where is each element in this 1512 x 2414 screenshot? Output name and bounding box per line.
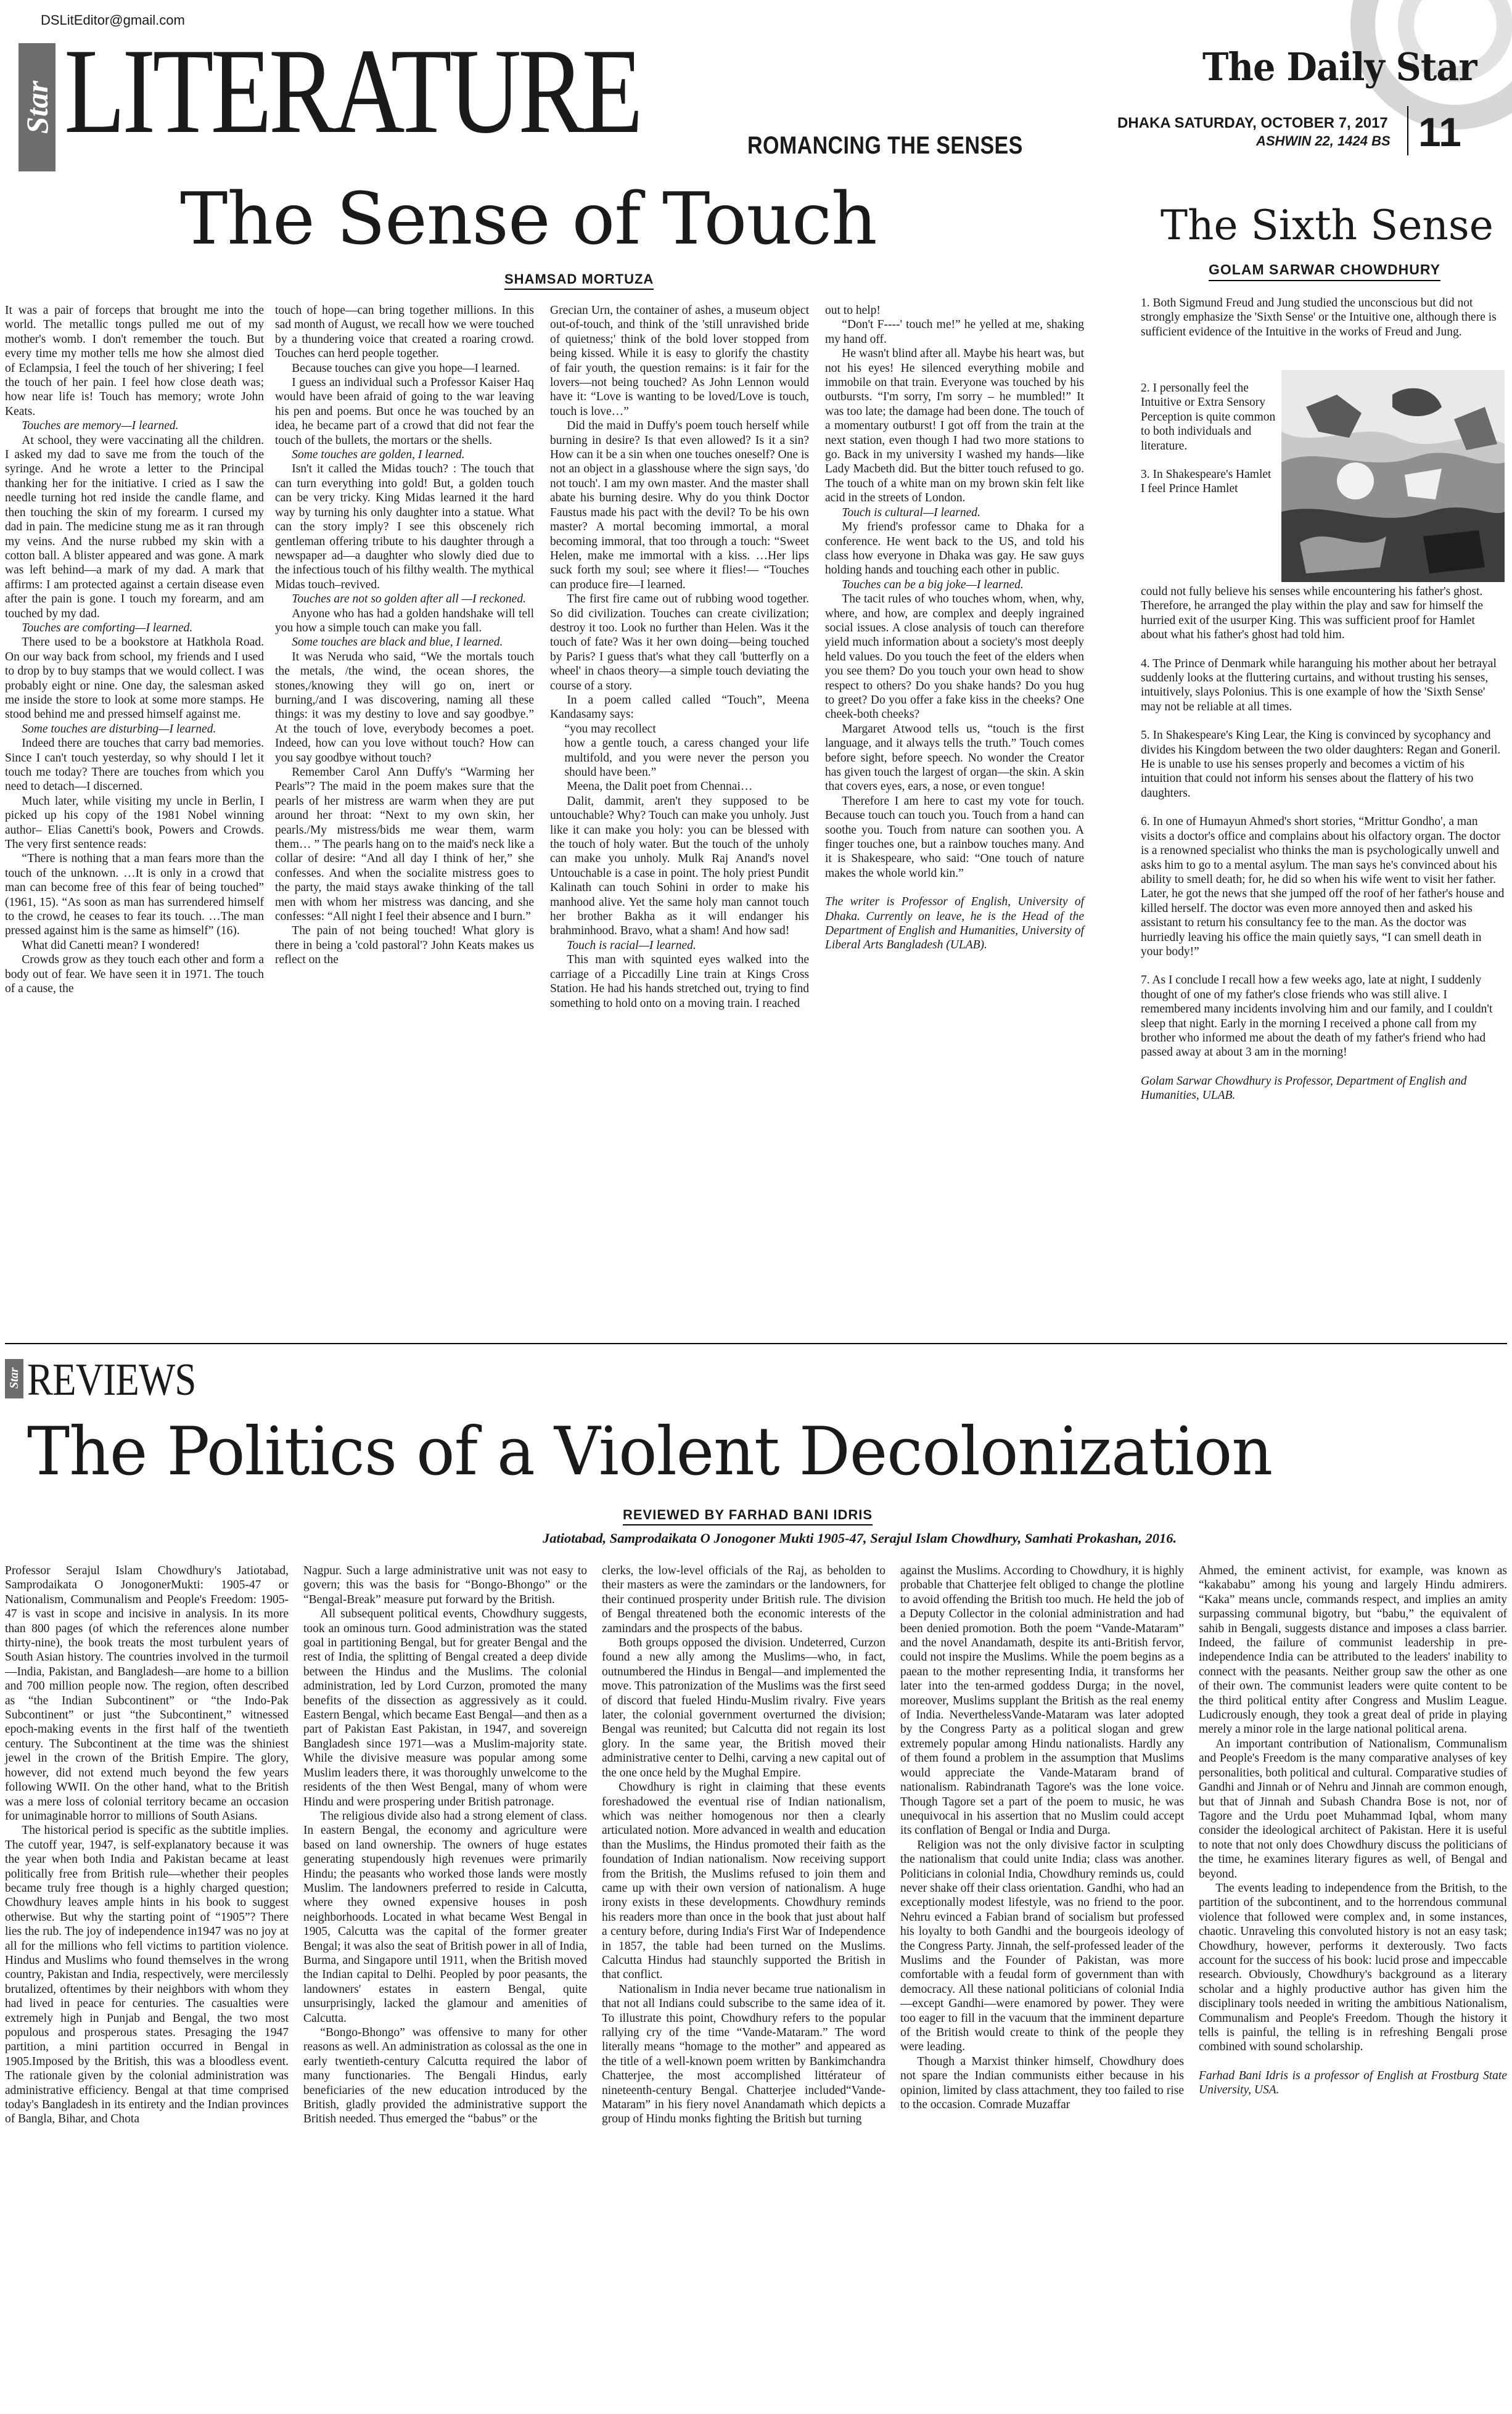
painting-image [1281, 370, 1505, 582]
paragraph: clerks, the low-level officials of the Raj, as beholden to their masters as were the zamindars or the landowners, for their continued prosperity under British rule. The division of Bengal threatened both the economic interests of the zamindars and the prospects of the babus. [602, 1564, 885, 1635]
paragraph: At school, they were vaccinating all the children. I asked my dad to save me from the touch of the syringe. And he wrote a letter to the Principal thanking her for the initiative. I cried as I saw the needle turning hot red inside the candle flame, and then touching the skin of my forearm. I cursed my dad in pain. The medicine stung me as it ran through my veins. And the nurse rubbed my skin with a cotton ball. A blister appeared and was gone. A mark was left behind—a mark of my dad. A mark that affirms: I am protected against a certain disease even after the pain is gone. I touch my forearm, and am touched by my dad. [5, 433, 264, 620]
paragraph: Because touches can give you hope—I learned. [292, 361, 520, 375]
paragraph: Grecian Urn, the container of ashes, a museum object out-of-touch, and think of the 'still unravished bride of quietness;' think of the bold lover stopped from being kissed. While it is easy to glorify the chastity of fair youth, the question remains: is it fair for the lovers—not being touched? As John Lennon would have it: “Love is wanting to be loved/Love is touch, touch is love…” [550, 304, 809, 418]
paragraph: Chowdhury is right in claiming that these events foreshadowed the eventual rise of Indian nationalism, which was neither homogenous nor then a clearly articulated notion. More advanced in wealth and education than the Muslims, the Hindus promoted their faith as the foundation of Indian nationalism. Now receiving support from the British, the Muslims refused to join them and came up with their own version of nationalism. A huge irony exists in these developments. Chowdhury reminds his readers more than once in the book that just about half a century before, during India's First War of Independence in 1857, the table had been turned on the Muslims. Calcutta Hindus had staunchly supported the British in that conflict. [602, 1781, 885, 1982]
touch-column-3 [550, 303, 809, 1011]
review-column-4 [900, 1564, 1184, 2112]
paragraph: Both groups opposed the division. Undeterred, Curzon found a new ally among the Muslims—who, in fact, outnumbered the Hindus in Bengal—and implemented the move. This patronization of the Muslims was the first seed of discord that fueled Hindu-Muslim rivalry. Five years later, the colonial government overturned the division; Bengal was reunited; but Calcutta did not regain its lost glory. In the same year, the British moved their administrative center to Delhi, carving a new capital out of the one once held by the Mughal Empire. [602, 1636, 885, 1780]
paragraph: The religious divide also had a strong element of class. In eastern Bengal, the economy and agriculture were based on land ownership. The owners of huge estates generating stupendously high revenues were primarily Hindu; the peasants who worked those lands were mostly Muslim. The landowners preferred to reside in Calcutta, where they owned expensive houses in posh neighborhoods. Located in what became West Bengal in 1905, Calcutta was the capital of the former greater Bengal; it was also the seat of British power in all of India, Burma, and Singapore until 1911, when the British moved the Indian capital to Delhi. Peopled by poor peasants, the landowners' estates in eastern Bengal, quite unsurprisingly, lacked the glamour and amenities of Calcutta. [303, 1809, 587, 2025]
reviews-book-info: Jatiotabad, Samprodaikata O Jonogoner Mukti 1905-47, Serajul Islam Chowdhury, Samhati Prokashan, 2016. [543, 1530, 1177, 1546]
paragraph: Though a Marxist thinker himself, Chowdhury does not spare the Indian communists either because in his opinion, limited by class attachment, they too failed to rise to the occasion. Comrade Muzaffar [900, 2055, 1184, 2112]
paragraph: Indeed there are touches that carry bad memories. Since I can't touch yesterday, so why should I let it touch me today? There are touches from which you need to detach—I discerned. [5, 737, 264, 794]
paragraph: Isn't it called the Midas touch? : The touch that can turn everything into gold! But, a golden touch can be very tricky. King Midas learned it the hard way by turning his only daughter into a statue. What can the story imply? I see this obscenely rich gentleman offering tribute to his daughter through a newspaper ad—a daughter who slowly died due to the infectious touch of his filthy wealth. The mythical Midas touch–revived. [275, 462, 534, 591]
dateline: DHAKA SATURDAY, OCTOBER 7, 2017 [1117, 115, 1388, 131]
paragraph: The events leading to independence from the British, to the partition of the subcontinent, and to the horrendous communal violence that followed were complex and, in some instances, chaotic. Unraveling this convoluted history is not an easy task; Chowdhury, however, performs it dexterously. Two facts account for the success of his book: lucid prose and impeccable research. Obviously, Chowdhury's background as a literary scholar and a highly productive author has given him the disciplinary tools needed in writing the ambitious Nationalism, Communalism and People's Freedom. Though the history it tells is painful, the telling is in refreshing Bengali prose combined with sound scholarship. [1199, 1881, 1507, 2054]
paragraph: The historical period is specific as the subtitle implies. The cutoff year, 1947, is self-explanatory because it was the year when both India and Pakistan became at least politically free from British rule—whether their peoples became truly free though is a highly charged question; Chowdhury leaves ample hints in his book to suggest otherwise. But why the starting point of “1905”? There lies the rub. The joy of independence in1947 was no joy at all for the millions who fell victims to partition violence. Hindus and Muslims who found themselves in the wrong country, Pakistan and India, respectively, were mercilessly brutalized, oftentimes by their neighbors with whom they had lived in peace for centuries. The casualties were extremely high in Punjab and Bengal, the two most populous and prosperous states. Presaging the 1947 partition, a mini partition occurred in Bengal in 1905.Imposed by the British, this was a bloodless event. The rationale given by the colonial administration was administrative efficiency. Bengal at that time comprised today's Bangladesh in its entirety and the Indian provinces of Bangla, Bihar, and Chota [5, 1824, 289, 2126]
paragraph: Did the maid in Duffy's poem touch herself while burning in desire? Is that even allowed? Is it a sin? How can it be a sin when one touches oneself? One is not an object in a glasshouse where the sign says, 'do not touch'. I am my own master. And the master shall abate his burning desire. Why do you think Doctor Faustus made his pact with the devil? To be his own master? A mortal becoming immortal, a moral becoming immoral, that too through a touch: “Sweet Helen, make me immortal with a kiss. …Her lips suck forth my soul; see where it flies!— “Touches can produce fire—I learned. [550, 419, 809, 591]
paragraph: Touches are memory—I learned. [22, 419, 179, 433]
paragraph: Some touches are golden, I learned. [292, 448, 465, 462]
paragraph: He wasn't blind after all. Maybe his heart was, but not his eyes! He silenced everything mobile and immobile on that train. Everyone was touched by his outbursts. “I'm sorry, I'm sorry – he mumbled!” It was too late; the damage had been done. The touch of a momentary outburst! I got off from the train at the next station, even though I had two more stations to go. Back in my university I washed my hands—like Lady Macbeth did. But the bitter touch refused to go. The touch of a white man on my brown skin felt like acid in the streets of London. [825, 347, 1084, 505]
paragraph: “There is nothing that a man fears more than the touch of the unknown. …It is only in a crowd that man can become free of this fear of being touched” (1961, 15). “As soon as man has surrendered himself to the crowd, he ceases to fear its touch. …The man pressed against him is the same as himself” (16). [5, 852, 264, 938]
reviews-byline: REVIEWED BY FARHAD BANI IDRIS [623, 1507, 873, 1525]
paragraph: Professor Serajul Islam Chowdhury's Jatiotabad, Samprodaikata O JonogonerMukti: 1905-47 or Nationalism, Communalism and People's Freedom: 1905-47 is vast in scope and incisive in analysis. In its more than 800 pages (of which the references alone number thirty-nine), the book treats the most turbulent years of South Asian history. The countries involved in the turmoil—India, Pakistan, and Bangladesh—are home to a billion and 700 million people now. The region, often described as “the Indian Subcontinent” or “the Indo-Pak Subcontinent” or just “the Subcontinent,” witnessed epoch-making events in the first half of the twentieth century. The Subcontinent at the time was the shiniest jewel in the crown of the British Empire. The glory, however, did not extend much beyond the few years following WWII. On the other hand, what to the British was a mere loss of colonial territory became an occasion for unimaginable horror to millions of South Asians. [5, 1564, 289, 1823]
paragraph: Remember Carol Ann Duffy's “Warming her Pearls”? The maid in the poem makes sure that the pearls of her mistress are warm when they are put around her throat: “Next to my own skin, her pearls./My mistress/bids me wear them, warm them… ” The pearls hang on to the maid's neck like a collar of desire: “And all day I think of her,” she confesses. And when the socialite mistress goes to the party, the maid stays awake thinking of the tall men with whom her mistress was dancing, and she confesses: “All night I feel their absence and I burn.” [275, 766, 534, 924]
page-number: 11 [1418, 109, 1461, 155]
sixth-column [1141, 296, 1505, 353]
sixth-para-2: 2. I personally feel the Intuitive or Extra Sensory Perception is quite common to both individuals and literature. [1141, 382, 1276, 453]
paragraph: Touches can be a big joke—I learned. [842, 578, 1024, 591]
paragraph: There used to be a bookstore at Hatkhola Road. On our way back from school, my friends and I used to drop by to buy stamps that we would collect. I was probably eight or nine. One day, the salesman asked me inside the store to look at some more stamps. He stood behind me and pressed himself against me. [5, 636, 264, 721]
touch-column-1 [5, 303, 264, 996]
paragraph: touch of hope—can bring together millions. In this sad month of August, we recall how we were touched by a thundering voice that created a roaring crowd. Touches can herd people together. [275, 304, 534, 361]
reviews-star-logo [5, 1359, 23, 1398]
paragraph: how a gentle touch, a caress changed your life multifold, and you were never the person you should have been.” [564, 737, 809, 779]
reviews-section-title: REVIEWS [27, 1355, 196, 1405]
paragraph: The tacit rules of who touches whom, when, why, where, and how, are complex and deeply ingrained social issues. A close analysis of touch can therefore yield much information about a society's most deeply held values. Do you touch the feet of the elders when you see them? Do you touch your own head to show respect to others? Do you shake hands? Do you hug to greet? Do you offer a fake kiss in the cheeks? One cheek-both cheeks? [825, 593, 1084, 721]
paragraph: An important contribution of Nationalism, Communalism and People's Freedom is the many comparative analyses of key personalities, both political and cultural. Comparative studies of Gandhi and Jinnah or of Nehru and Jinnah are common enough, but that of Jinnah and Subash Chandra Bose is not, nor of Tagore and the Urdu poet Muhammad Iqbal, whom many consider the ideological architect of Pakistan. Here it is useful to note that not only does Chowdhury discuss the politicians of the time, he examines literary figures as well, of Bengal and beyond. [1199, 1737, 1507, 1881]
touch-title: The Sense of Touch [180, 178, 877, 261]
paragraph: Much later, while visiting my uncle in Berlin, I picked up his copy of the 1981 Nobel winning author– Elias Canetti's book, Powers and Crowds. The very first sentence reads: [5, 794, 264, 852]
paragraph: Touches are not so golden after all —I reckoned. [292, 593, 526, 606]
paragraph: Nagpur. Such a large administrative unit was not easy to govern; this was the basis for “Bongo-Bhongo” or the “Bengal-Break” measure put forward by the British. [303, 1564, 587, 1606]
paragraph: The writer is Professor of English, University of Dhaka. Currently on leave, he is the Head of the Department of English and Humanities, University of Liberal Arts Bangladesh (ULAB). [825, 895, 1084, 952]
paragraph: Therefore I am here to cast my vote for touch. Because touch can touch you. Touch from a hand can soothe you. Touch from nature can soothen you. A finger touches one, but a rainbow touches many. And it is Shakespeare, who said: “One touch of nature makes the whole world kin.” [825, 794, 1084, 880]
star-logo-text: Star [20, 80, 54, 134]
paragraph: against the Muslims. According to Chowdhury, it is highly probable that Chatterjee felt obliged to change the plotline to avoid offending the British too much. He held the job of a Deputy Collector in the colonial administration and had been denied promotion. Both the poem “Vande-Mataram” and the novel Anandamath, despite its anti-British fervor, could not inspire the Muslims. While the poem begins as a paean to the mother representing India, it transforms her later into the ten-armed goddess Durga; in the novel, moreover, Muslims supplant the British as the real enemy of India. NeverthelessVande-Mataram was later adopted by the Congress Party as a political slogan and grew extremely popular among Hindu nationalists. Hardly any of them found a problem in the assumption that Muslims would appreciate the Vande-Mataram brand of nationalism. Rabindranath Tagore's was the lone voice. Though Tagore set a part of the poem to music, he was unequivocal in his assertion that no Muslim could accept its conflation of Bengal or India and Durga. [900, 1564, 1184, 1837]
paragraph: My friend's professor came to Dhaka for a conference. He went back to the US, and told his class how everyone in Dhaka was gay. He saw guys holding hands and touching each other in public. [825, 520, 1084, 577]
paragraph: “Don't F----' touch me!” he yelled at me, shaking my hand off. [825, 318, 1084, 346]
paragraph: Anyone who has had a golden handshake will tell you how a simple touch can make you fall. [275, 607, 534, 634]
paragraph: “you may recollect [564, 722, 656, 736]
paragraph: out to help! [825, 304, 881, 317]
paragraph: All subsequent political events, Chowdhury suggests, took an ominous turn. Good administration was the stated goal in partitioning Bengal, but for greater Bengal and the rest of India, the splitting of Bengal created a deep divide between the Hindus and the Muslims. The colonial administration, led by Lord Curzon, promoted the many benefits of the dissection as aggressively as it could. Eastern Bengal, which became East Bengal—and then as a part of Pakistan East Pakistan, in 1947, and sovereign Bangladesh since 1971—was a Muslim-majority state. While the divisive measure was popular among some Muslim leaders there, it was thoroughly unwelcome to the residents of the then West Bengal, many of whom were Hindu and were prospering under British patronage. [303, 1607, 587, 1808]
sixth-para-4: 4. The Prince of Denmark while haranguing his mother about her betrayal suddenly looks at the fluttering curtains, and without trusting his senses, intuitively, slays Polonius. This is one example of how the 'Sixth Sense' may not be reliable at all times. [1141, 657, 1497, 713]
sixth-byline: GOLAM SARWAR CHOWDHURY [1209, 261, 1440, 281]
masthead-divider [1407, 106, 1408, 155]
paragraph: I guess an individual such a Professor Kaiser Haq would have been afraid of going to the war leaving his pen and poems. But once he was touched by an idea, he became part of a crowd that did not fear the touch of the bullets, the mortars or the shells. [275, 376, 534, 447]
sixth-title: The Sixth Sense [1161, 202, 1494, 249]
paragraph: Dalit, dammit, aren't they supposed to be untouchable? Why? Touch can make you unholy. Just like it can make you holy: you can be blessed with the touch of holy water. But the touch of the unholy can make you unholy. Mulk Raj Anand's novel Untouchable is a case in point. The holy priest Pundit Kalinath can touch Sohini in order to make his manhood alive. Yet the same holy man cannot touch her brother Bakha as it will endanger his brahminhood. Bravo, what a sham! And how sad! [550, 794, 809, 938]
paragraph: Touch is cultural—I learned. [842, 506, 980, 519]
sixth-bio: Golam Sarwar Chowdhury is Professor, Department of English and Humanities, ULAB. [1141, 1074, 1467, 1102]
paragraph: Farhad Bani Idris is a professor of English at Frostburg State University, USA. [1199, 2069, 1507, 2097]
review-column-1 [5, 1564, 289, 2127]
section-title: LITERATURE [64, 23, 640, 158]
paragraph: The first fire came out of rubbing wood together. So did civilization. Touches can create civilization; destroy it too. Look no further than Helen. Was it the touch of fate? Was it her own doing—being touched by Paris? I guess that's what they call 'butterfly on a wheel' in chaos theory—a simple touch deviating the course of a story. [550, 593, 809, 692]
reviews-title: The Politics of a Violent Decolonization [27, 1413, 1273, 1490]
paragraph: This man with squinted eyes walked into the carriage of a Piccadilly Line train at Kings Cross Station. He had his hands stretched out, trying to find something to hold onto on a moving train. I reached [550, 953, 809, 1010]
touch-byline: SHAMSAD MORTUZA [504, 271, 654, 290]
section-divider [5, 1343, 1507, 1344]
bangla-date: ASHWIN 22, 1424 BS [1256, 133, 1391, 149]
paragraph: Nationalism in India never became true nationalism in that not all Indians could subscribe to the same idea of it. To illustrate this point, Chowdhury refers to the popular rallying cry of the time “Vande-Mataram.” The word literally means “homage to the mother” and appeared as the title of a well-known poem written by Bankimchandra Chatterjee, the most accomplished littérateur of nineteenth-century Bengal. Chatterjee included“Vande-Mataram” in his fiery novel Anandamath which depicts a group of Hindu monks fighting the British but turning [602, 1982, 885, 2126]
review-column-3 [602, 1564, 885, 2127]
touch-column-2 [275, 303, 534, 967]
paragraph: It was a pair of forceps that brought me into the world. The metallic tongs pulled me out of my mother's womb. I don't remember the touch. But every time my mother tells me how she almost died of Eclampsia, I feel the touch of her shivering; I feel the touch of her pain. I feel how close death was; how near life is! Touch has memory; wrote John Keats. [5, 304, 264, 418]
paragraph: Some touches are black and blue, I learned. [292, 636, 503, 649]
review-column-2 [303, 1564, 587, 2127]
paragraph: Touches are comforting—I learned. [22, 621, 193, 634]
reviews-star-logo-text: Star [7, 1367, 21, 1389]
paragraph: Ahmed, the eminent activist, for example, was known as “kakababu” among his young and largely Hindu admirers. “Kaka” means uncle, commands respect, and implies an amity surpassing communal bigotry, but “babu,” the equivalent of sahib in Bengali, suggests distance and imposes a class barrier. Indeed, the failure of communist leadership in pre-independence India can be attributed to the leaders' inability to connect with the peasants. Neither group saw the other as one of their own. The communist leaders were quite content to be the third political entity after Congress and Muslim League. Ludicrously enough, they took a great deal of pride in playing merely a minor role in the large national political arena. [1199, 1564, 1507, 1736]
editor-email[interactable]: DSLitEditor@gmail.com [41, 12, 185, 28]
touch-column-4 [825, 303, 1084, 953]
sixth-para-3b: could not fully believe his senses while encountering his father's ghost. Therefore, he arranged the play within the play and saw for himself the hurried exit of the usurper King. This was sufficient proof for Hamlet about what his father's ghost had told him. [1141, 585, 1483, 642]
sixth-column-lower [1141, 585, 1505, 1117]
sixth-narrow-text [1141, 381, 1276, 511]
paragraph: In a poem called called “Touch”, Meena Kandasamy says: [550, 693, 809, 721]
sixth-para-5: 5. In Shakespeare's King Lear, the King is convinced by sycophancy and divides his Kingdom between the two older daughters: Regan and Goneril. He is unable to use his senses properly and becomes a victim of his intuition that could not inform his senses about the flattery of his two daughters. [1141, 729, 1501, 800]
paragraph: The pain of not being touched! What glory is there in being a 'cold pastoral'? John Keats makes us reflect on the [275, 924, 534, 967]
painting-illustration [1281, 370, 1505, 582]
paragraph: Some touches are disturbing—I learned. [22, 722, 216, 736]
paragraph: Margaret Atwood tells us, “touch is the first language, and it always tells the truth.” Touch comes before sight, before speech. No wonder the Creator has given touch the largest of organ—the skin. A skin that covers eyes, ears, a nose, or even tongue! [825, 722, 1084, 794]
sixth-para-6: 6. In one of Humayun Ahmed's short stories, “Mrittur Gondho', a man visits a doctor's office and complains about his olfactory organ. The doctor is a renowned specialist who thinks the man is psychologically unwell and asks him to go to a mental asylum. The man says he's convinced about his ability to smell death; for, he did so when his wife went to visit her father. Later, he got the news that she jumped off the roof of her father's house and killed herself. The doctor was even more annoyed then and asked his assistant to return his consultancy fee to the man. As the doctor was hurriedly leaving his office the main quietly says, “I can smell death in your body!” [1141, 815, 1505, 958]
paragraph: What did Canetti mean? I wondered! [22, 938, 200, 952]
review-column-5 [1199, 1564, 1507, 2098]
star-logo [18, 43, 55, 171]
paper-name[interactable]: The Daily Star [1202, 44, 1477, 89]
sixth-para-1: 1. Both Sigmund Freud and Jung studied the unconscious but did not strongly emphasize the 'Sixth Sense' or the Intuitive one, although there is sufficient evidence of the Intuitive in the works of Freud and Jung. [1141, 297, 1497, 339]
paragraph: Meena, the Dalit poet from Chennai… [567, 780, 753, 794]
sixth-para-3a: 3. In Shakespeare's Hamlet I feel Prince Hamlet [1141, 468, 1272, 496]
paragraph: It was Neruda who said, “We the mortals touch the metals, /the wind, the ocean shores, the stones,/knowing they will go on, inert or burning,/and I was discovering, naming all these things: it was my destiny to love and say goodbye.” At the touch of love, everybody becomes a poet. Indeed, how can you love without touch? How can you say goodbye without touch? [275, 650, 534, 765]
paragraph: “Bongo-Bhongo” was offensive to many for other reasons as well. An administration as colossal as the one in early twentieth-century Calcutta required the labor of many functionaries. The Bengali Hindus, early beneficiaries of the new education introduced by the British, gladly provided the administrative support the British needed. Thus emerged the “babus” or the [303, 2026, 587, 2126]
sixth-para-7: 7. As I conclude I recall how a few weeks ago, late at night, I suddenly thought of one of my father's close friends who was still alive. I remembered many incidents involving him and our family, and I couldn't sleep that night. Early in the morning I received a phone call from my brother who informed me about the death of my father's friend who had passed away at about 3 am in the morning! [1141, 974, 1493, 1059]
paragraph: Crowds grow as they touch each other and form a body out of fear. We have seen it in 1971. The touch of a cause, the [5, 953, 264, 996]
paragraph: Religion was not the only divisive factor in sculpting the nationalism that could unite India; class was another. Politicians in colonial India, Chowdhury reminds us, could never shake off their class orientation. Gandhi, who had an exceptionally modest lifestyle, was no friend to the poor. Nehru evinced a Fabian brand of socialism but professed his loyalty to both Gandhi and the bourgeois ideology of the Congress Party. Jinnah, the self-professed leader of the Muslims and the Founder of Pakistan, was more comfortable with a feudal form of government than with democracy. All these national politicians of colonial India—except Gandhi—were enamored by power. They were too eager to fill in the vacuum that the imminent departure of the British would create to think of the people they were leading. [900, 1838, 1184, 2054]
section-subtitle: ROMANCING THE SENSES [747, 132, 1023, 159]
paragraph: Touch is racial—I learned. [567, 938, 696, 952]
